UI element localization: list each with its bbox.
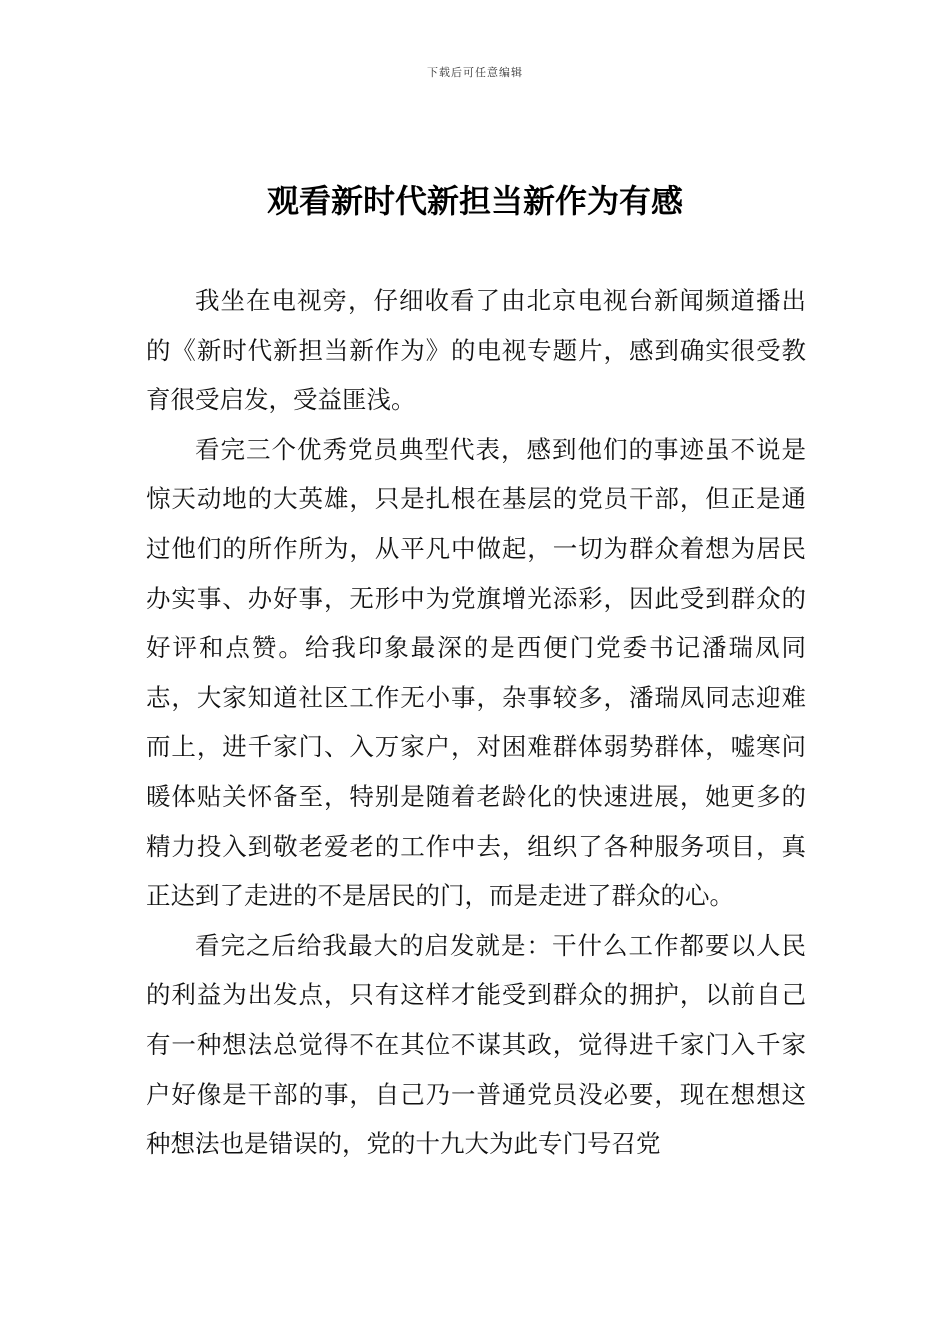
document-body [146, 276, 806, 1169]
header-note: 下载后可任意编辑 [427, 66, 523, 79]
paragraph-2: 看完三个优秀党员典型代表，感到他们的事迹虽不说是惊天动地的大英雄，只是扎根在基层的党员干部，但正是通过他们的所作所为，从平凡中做起，一切为群众着想为居民办实事、办好事，无形中为党旗增光添彩，因此受到群众的好评和点赞。给我印象最深的是西便门党委书记潘瑞凤同志，大家知道社区工作无小事，杂事较多，潘瑞凤同志迎难而上，进千家门、入万家户，对困难群体弱势群体，嘘寒问暖体贴关怀备至，特别是随着老龄化的快速进展，她更多的精力投入到敬老爱老的工作中去，组织了各种服务项目，真正达到了走进的不是居民的门，而是走进了群众的心。 [146, 434, 806, 911]
paragraph-3: 看完之后给我最大的启发就是：干什么工作都要以人民的利益为出发点，只有这样才能受到群众的拥护，以前自己有一种想法总觉得不在其位不谋其政，觉得进千家门入千家户好像是干部的事，自己乃一普通党员没必要，现在想想这种想法也是错误的，党的十九大为此专门号召党 [146, 930, 806, 1159]
document-title: 观看新时代新担当新作为有感 [266, 182, 683, 220]
paragraph-1: 我坐在电视旁，仔细收看了由北京电视台新闻频道播出的《新时代新担当新作为》的电视专题片，感到确实很受教育很受启发，受益匪浅。 [146, 286, 806, 415]
